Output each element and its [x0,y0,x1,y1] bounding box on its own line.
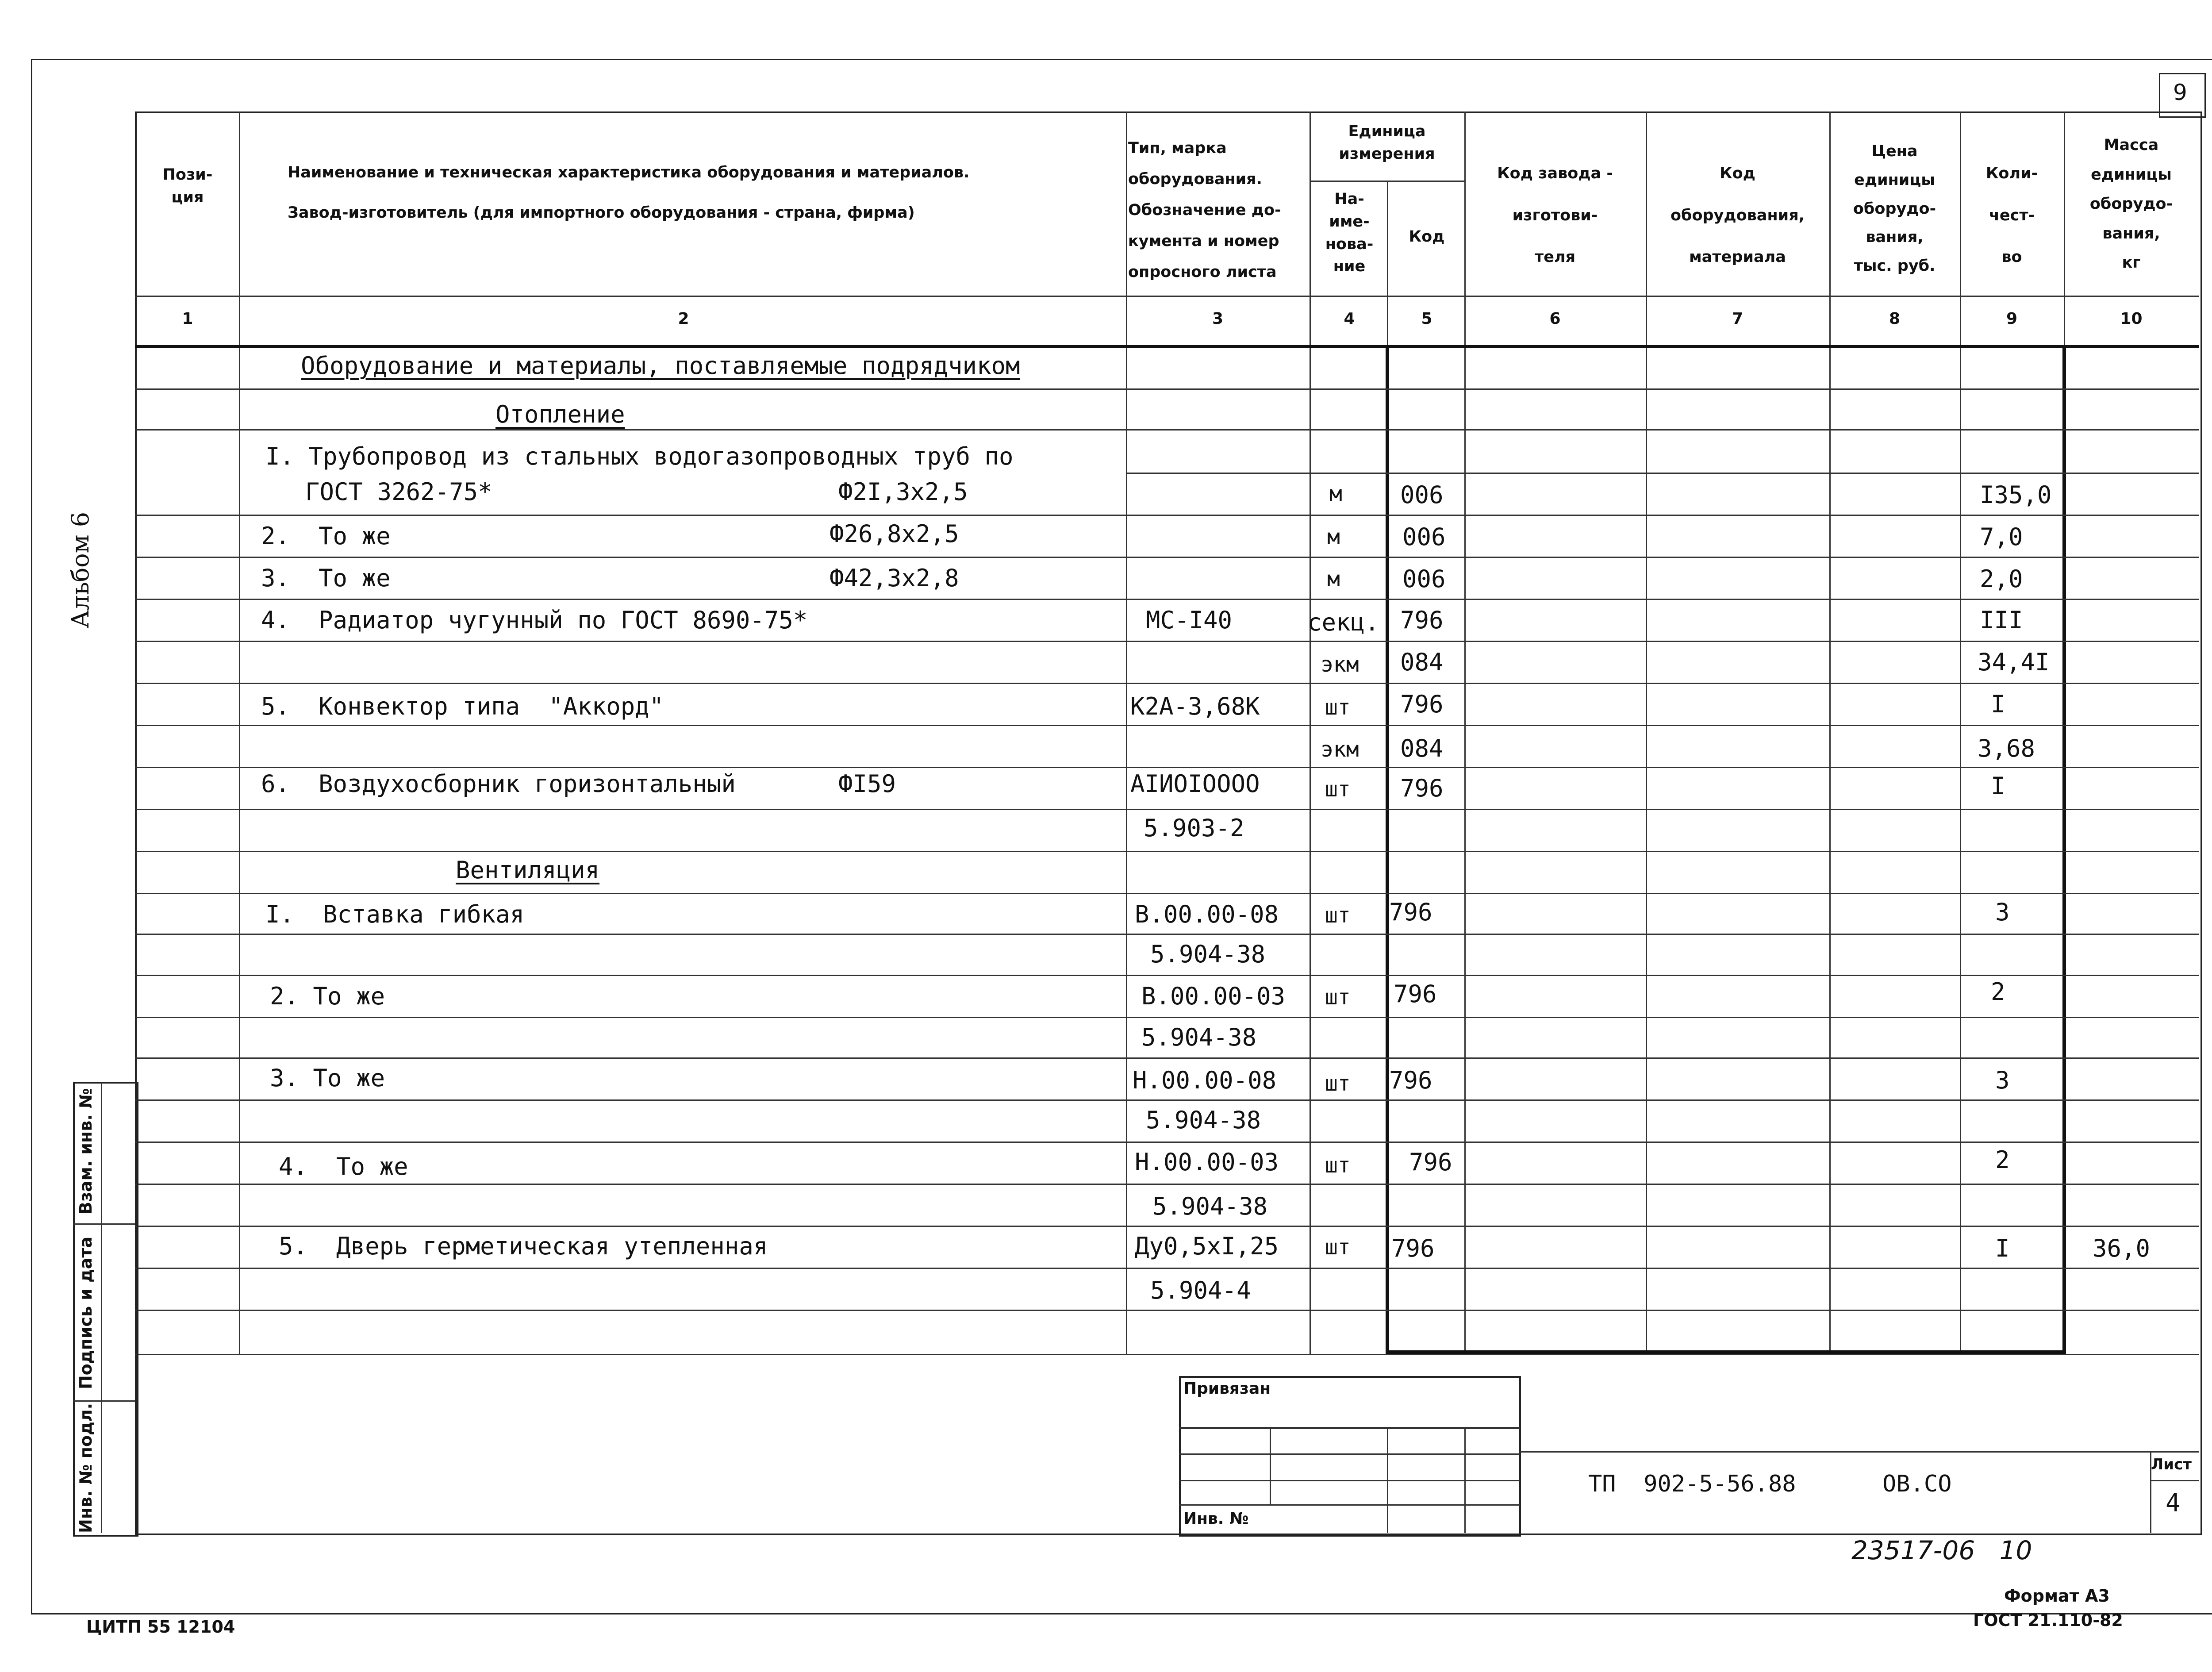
row-code: 006 [1402,523,1446,551]
header-unit-code: Код [1409,228,1445,246]
row-unit: шт [1325,985,1351,1010]
row-unit: м [1329,481,1342,506]
row-name: 6. Воздухосборник горизонтальный [261,770,736,798]
row-type: Ду0,5хI,25 [1135,1232,1279,1260]
document-mark: ОВ.СО [1882,1471,1952,1497]
row-name: 4. Радиатор чугунный по ГОСТ 8690-75* [261,606,808,634]
section-title-ventilation: Вентиляция [456,856,600,884]
row-type: Н.00.00-08 [1133,1066,1277,1094]
row-quantity: 2 [1991,978,2005,1006]
row-name: 5. Конвектор типа "Аккорд" [261,692,664,720]
row-unit: шт [1325,695,1351,720]
album-label [66,512,94,628]
row-spec: Ф26,8х2,5 [830,520,959,548]
row-type: В.00.00-08 [1135,900,1279,928]
row-code: 796 [1400,606,1444,634]
row-name: I. Вставка гибкая [265,900,525,928]
row-quantity: 3 [1995,898,2010,926]
row-code: 006 [1402,565,1446,593]
row-quantity: 2,0 [1980,565,2023,593]
row-name: 2. То же [270,982,385,1010]
row-unit: экм [1321,652,1359,677]
row-quantity: 3,68 [1978,734,2035,762]
row-type: 5.904-38 [1152,1192,1268,1220]
row-quantity: I [1995,1234,2010,1262]
row-name: 4. То же [279,1153,408,1180]
row-type: 5.903-2 [1144,814,1244,842]
binding-label: Привязан [1183,1380,1271,1398]
row-unit: шт [1325,777,1351,802]
top-sheet-number: 9 [2173,80,2187,105]
row-name: I. Трубопровод из стальных водогазопроводных труб по [265,442,1014,470]
header-quantity: Коли- чест- во [1985,165,2038,266]
row-name: 2. То же [261,522,391,550]
row-unit: м [1327,525,1340,550]
row-unit: м [1327,567,1340,592]
row-quantity: I [1991,690,2005,718]
header-mass: Масса единицы оборудо- вания, кг [2089,136,2173,272]
row-quantity: 7,0 [1980,523,2023,551]
col-number: 5 [1421,310,1432,328]
section-title-contractor: Оборудование и материалы, поставляемые подрядчиком [301,352,1020,380]
col-number: 1 [182,310,193,328]
row-code: 084 [1400,648,1444,676]
row-name: ГОСТ 3262-75* [305,478,492,506]
document-code: ТП 902-5-56.88 [1588,1471,1796,1497]
col-number: 8 [1889,310,1901,328]
row-unit: экм [1321,737,1359,762]
col-number: 2 [678,310,689,328]
inventory-number-label: Инв. № [1183,1510,1249,1528]
row-quantity: I [1991,772,2005,800]
citp-label: ЦИТП 55 12104 [86,1617,235,1637]
row-mass: 36,0 [2093,1234,2151,1262]
section-title-heating: Отопление [495,400,625,428]
row-spec: Ф2I,3х2,5 [838,478,968,506]
row-quantity: 3 [1995,1066,2010,1094]
row-spec: Ф42,3х2,8 [830,564,959,592]
row-quantity: 34,4I [1978,648,2050,676]
header-unit-group: Единица измерения [1339,123,1435,163]
row-type: Н.00.00-03 [1135,1148,1279,1176]
row-code: 796 [1389,1066,1432,1094]
col-number: 9 [2006,310,2018,328]
header-unit-name: На- име- нова- ние [1325,190,1374,276]
row-type: К2А-3,68К [1130,692,1260,720]
row-code: 796 [1389,898,1432,926]
row-code: 796 [1409,1148,1452,1176]
row-code: 796 [1394,980,1437,1008]
col-number: 4 [1344,310,1355,328]
header-name: Наименование и техническая характеристика оборудования и материалов. Завод-изготовитель (для импортного оборудования - страна, фирма) [288,164,970,222]
row-type: 5.904-38 [1141,1023,1257,1051]
header-position: Пози- ция [162,166,213,206]
row-unit: секц. [1307,608,1379,636]
side-stamp-vzam: Взам. инв. № [76,1088,96,1215]
row-code: 084 [1400,734,1444,762]
row-code: 796 [1400,690,1444,718]
col-number: 7 [1732,310,1743,328]
row-code: 796 [1391,1234,1435,1262]
row-name: 3. То же [261,564,391,592]
header-price: Цена единицы оборудо- вания, тыс. руб. [1853,142,1936,275]
row-unit: шт [1325,1071,1351,1096]
row-type: В.00.00-03 [1141,982,1286,1010]
row-unit: шт [1325,1153,1351,1178]
side-stamp-signature: Подпись и дата [76,1236,96,1389]
sheet-number: 4 [2166,1489,2181,1518]
row-type: 5.904-4 [1150,1276,1251,1304]
handwritten-number: 23517-06 10 [1851,1535,2032,1565]
album-text: Альбом 6 [66,511,94,628]
row-unit: шт [1325,903,1351,928]
col-number: 6 [1549,310,1561,328]
row-code: 006 [1400,481,1444,509]
side-stamp-inv-original: Инв. № подл. [76,1403,96,1533]
col-number: 10 [2120,310,2143,328]
sheet-label: Лист [2151,1456,2192,1473]
header-factory-code: Код завода - изготови- теля [1497,165,1613,266]
row-quantity: I35,0 [1980,481,2052,509]
row-quantity: III [1980,606,2023,634]
row-type: 5.904-38 [1150,940,1266,968]
header-equipment-code: Код оборудования, материала [1671,165,1805,266]
row-name: 3. То же [270,1064,385,1092]
header-type: Тип, марка оборудования. Обозначение до- кумента и номер опросного листа [1128,139,1281,281]
row-name: 5. Дверь герметическая утепленная [279,1232,768,1260]
col-number: 3 [1212,310,1224,328]
gost-label: ГОСТ 21.110-82 [1973,1611,2123,1630]
row-type: МС-I40 [1146,606,1233,634]
row-type: 5.904-38 [1146,1106,1261,1134]
row-unit: шт [1325,1235,1351,1260]
row-spec: ФI59 [838,770,896,798]
row-type: АIИОIОООО [1130,770,1260,798]
row-quantity: 2 [1995,1146,2010,1174]
format-label: Формат А3 [2004,1586,2110,1606]
row-code: 796 [1400,774,1444,802]
